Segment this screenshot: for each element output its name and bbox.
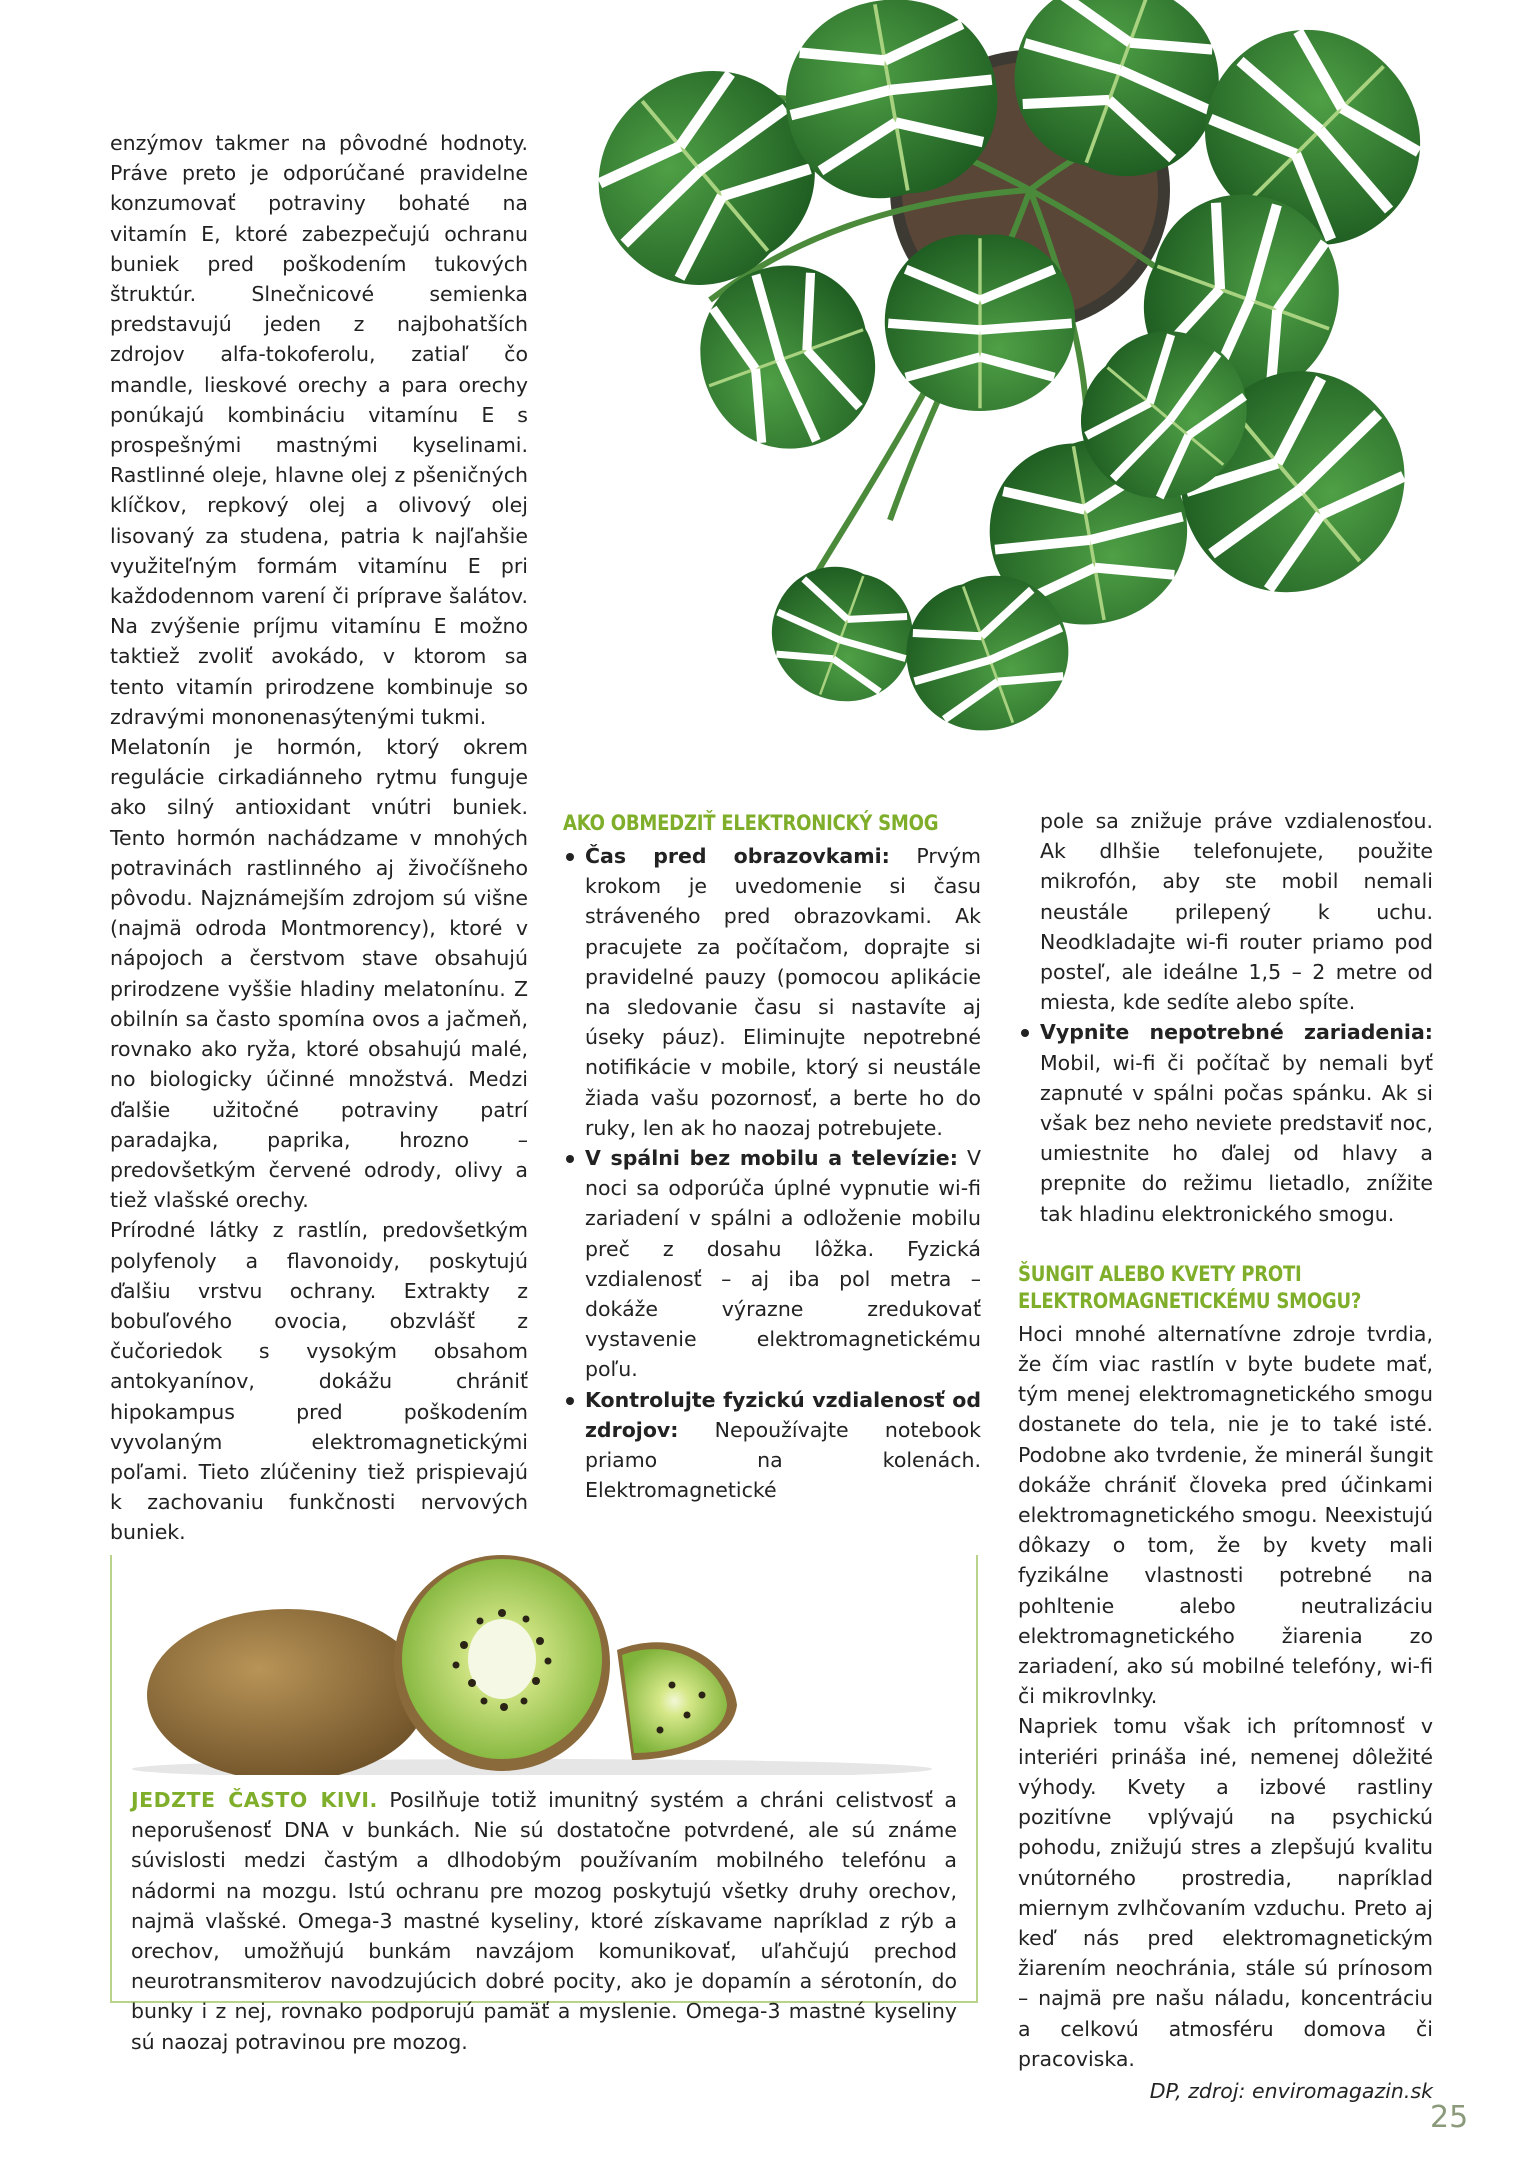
kiwi-box-text (131, 1785, 957, 2057)
paragraph: Prírodné látky z rastlín, predovšetkým polyfenoly a flavonoidy, poskytujú ďalšiu vrstvu ochrany. Extrakty z bobuľového ovocia, obzvlášť z čučoriedok s vysokým obsahom antokyanínov, dokážu chrániť hipokampus pred poškodením vyvolaným elektromagnetickými poľami. Tieto zlúčeniny tiež prispievajú k zachovaniu funkčnosti nervových buniek. (110, 1218, 528, 1545)
tips-list (1018, 1017, 1433, 1228)
article-column-1 (110, 128, 528, 1548)
kiwi-box-body: Posilňuje totiž imunitný systém a chráni celistvosť a neporušenosť DNA v bunkách. Nie sú dostatočne potvrdené, ale sú známe súvislosti medzi častým a dlhodobým používaním mobilného telefónu a nádormi na mozgu. Istú ochranu pre mozog poskytujú všetky druhy orechov, najmä vlašské. Omega-3 mastné kyseliny, ktoré získavame napríklad z rýb a orechov, umožňujú bunkám navzájom komunikovať, uľahčujú prechod neurotransmiterov navodzujúcich dobré pocity, ako je dopamín a sérotonín, do bunky i z nej, rovnako podporujú pamäť a myslenie. Omega-3 mastné kyseliny sú naozaj potravinou pre mozog. (131, 1788, 957, 2054)
paragraph: enzýmov takmer na pôvodné hodnoty. Práve preto je odporúčané pravidelne konzumovať potraviny bohaté na vitamín E, ktoré zabezpečujú ochranu buniek pred poškodením tukových štruktúr. Slnečnicové semienka predstavujú jeden z najbohatších zdrojov alfa-tokoferolu, zatiaľ čo mandle, lieskové orechy a para orechy ponúkajú kombináciu vitamínu E s prospešnými mastnými kyselinami. Rastlinné oleje, hlavne olej z pšeničných klíčkov, repkový olej a olivový olej lisovaný za studena, patria k najľahšie využiteľným formám vitamínu E pri každodennom varení či príprave šalátov. Na zvýšenie príjmu vitamínu E možno taktiež zvoliť avokádo, v ktorom sa tento vitamín prirodzene kombinuje so zdravými mononenasýtenými tukmi. (110, 131, 528, 729)
list-item-title: V spálni bez mobilu a televízie: (585, 1146, 958, 1171)
list-item-text: Nepoužívajte notebook priamo na kolenách. Elektromagnetické (585, 1417, 981, 1503)
kiwi-info-box (110, 1555, 978, 2054)
list-item (563, 1143, 981, 1385)
paragraph: Napriek tomu však ich prítomnosť v interiéri prináša iné, nemenej dôležité výhody. Kvety a izbové rastliny pozitívne vplývajú na psychickú pohodu, znižujú stres a zlepšujú kvalitu vnútorného prostredia, napríklad miernym zvlhčovaním vzduchu. Preto aj keď nás pred elektromagnetickým žiarením neochránia, stále sú prínosom – najmä pre našu náladu, koncentráciu a celkovú atmosféru domova či pracoviska. (1018, 1714, 1433, 2071)
list-item (563, 1385, 981, 1506)
kiwi-box-lead: JEDZTE ČASTO KIVI. (131, 1788, 378, 1812)
paragraph: pole sa znižuje práve vzdialenosťou. Ak dlhšie telefonujete, použite mikrofón, aby ste mobil nemali neustále prilepený k uchu. Neodkladajte wi-fi router priamo pod posteľ, ale ideálne 1,5 – 2 metre od miesta, kde sedíte alebo spíte. (1040, 809, 1433, 1015)
kiwi-fruit-image (112, 1555, 980, 1775)
article-column-3 (1018, 806, 1433, 2106)
tips-list (563, 841, 981, 1505)
list-item (563, 841, 981, 1143)
section-heading: AKO OBMEDZIŤ ELEKTRONICKÝ SMOG (563, 811, 939, 835)
list-item-text: V noci sa odporúča úplné vypnutie wi-fi zariadení v spálni a odloženie mobilu preč z dosahu lôžka. Fyzická vzdialenosť – aj iba pol metra – dokáže výrazne zredukovať vystavenie elektromagnetickému poľu. (585, 1146, 981, 1382)
list-item-title: Vypnite nepotrebné zariadenia: (1040, 1020, 1433, 1045)
list-item-title: Kontrolujte fyzickú vzdialenosť od zdrojov: (585, 1387, 981, 1442)
list-item-text: Mobil, wi-fi či počítač by nemali byť zapnuté v spálni počas spánku. Ak si však bez neho neviete predstaviť noc, umiestnite ho ďalej od hlavy a prepnite do režimu lietadlo, znížite tak hladinu elektronického smogu. (1040, 1050, 1433, 1226)
list-item (1018, 1017, 1433, 1228)
source-credit: DP, zdroj: enviromagazin.sk (1149, 2078, 1433, 2103)
list-item-title: Čas pred obrazovkami: (585, 844, 890, 868)
section-heading: ŠUNGIT ALEBO KVETY PROTI ELEKTROMAGNETICKÉMU SMOGU? (1018, 1261, 1362, 1313)
monstera-plant-image (560, 0, 1465, 775)
paragraph: Melatonín je hormón, ktorý okrem regulácie cirkadiánneho rytmu funguje ako silný antioxidant vnútri buniek. Tento hormón nachádzame v mnohých potravinách rastlinného aj živočíšneho pôvodu. Najznámejším zdrojom sú višne (najmä odroda Montmorency), ktoré v nápojoch a čerstvom stave obsahujú prirodzene vyššie hladiny melatonínu. Z obilnín sa často spomína ovos a jačmeň, rovnako ako ryža, ktoré obsahujú malé, no biologicky účinné množstvá. Medzi ďalšie užitočné potraviny patrí paradajka, paprika, hrozno – predovšetkým červené odrody, olivy a tiež vlašské orechy. (110, 735, 528, 1213)
paragraph: Hoci mnohé alternatívne zdroje tvrdia, že čím viac rastlín v byte budete mať, tým menej elektromagnetického smogu dostanete do tela, nie je to také isté. Podobne ako tvrdenie, že minerál šungit dokáže chrániť človeka pred účinkami elektromagnetického smogu. Neexistujú dôkazy o tom, že by kvety mali fyzikálne vlastnosti potrebné na pohltenie alebo neutralizáciu elektromagnetického žiarenia zo zariadení, ako sú mobilné telefóny, wi-fi či mikrovlnky. (1018, 1321, 1433, 1709)
article-column-2 (563, 810, 981, 1505)
page-number: 25 (1430, 2100, 1469, 2135)
list-item-text: Prvým krokom je uvedomenie si času stráveného pred obrazovkami. Ak pracujete za počítačom, doprajte si pravidelné pauzy (pomocou aplikácie na sledovanie času si nastavíte aj úseky páuz). Eliminujte nepotrebné notifikácie v mobile, ktorý si neustále žiada vašu pozornosť, a berte ho do ruky, len ak ho naozaj potrebujete. (585, 844, 981, 1140)
